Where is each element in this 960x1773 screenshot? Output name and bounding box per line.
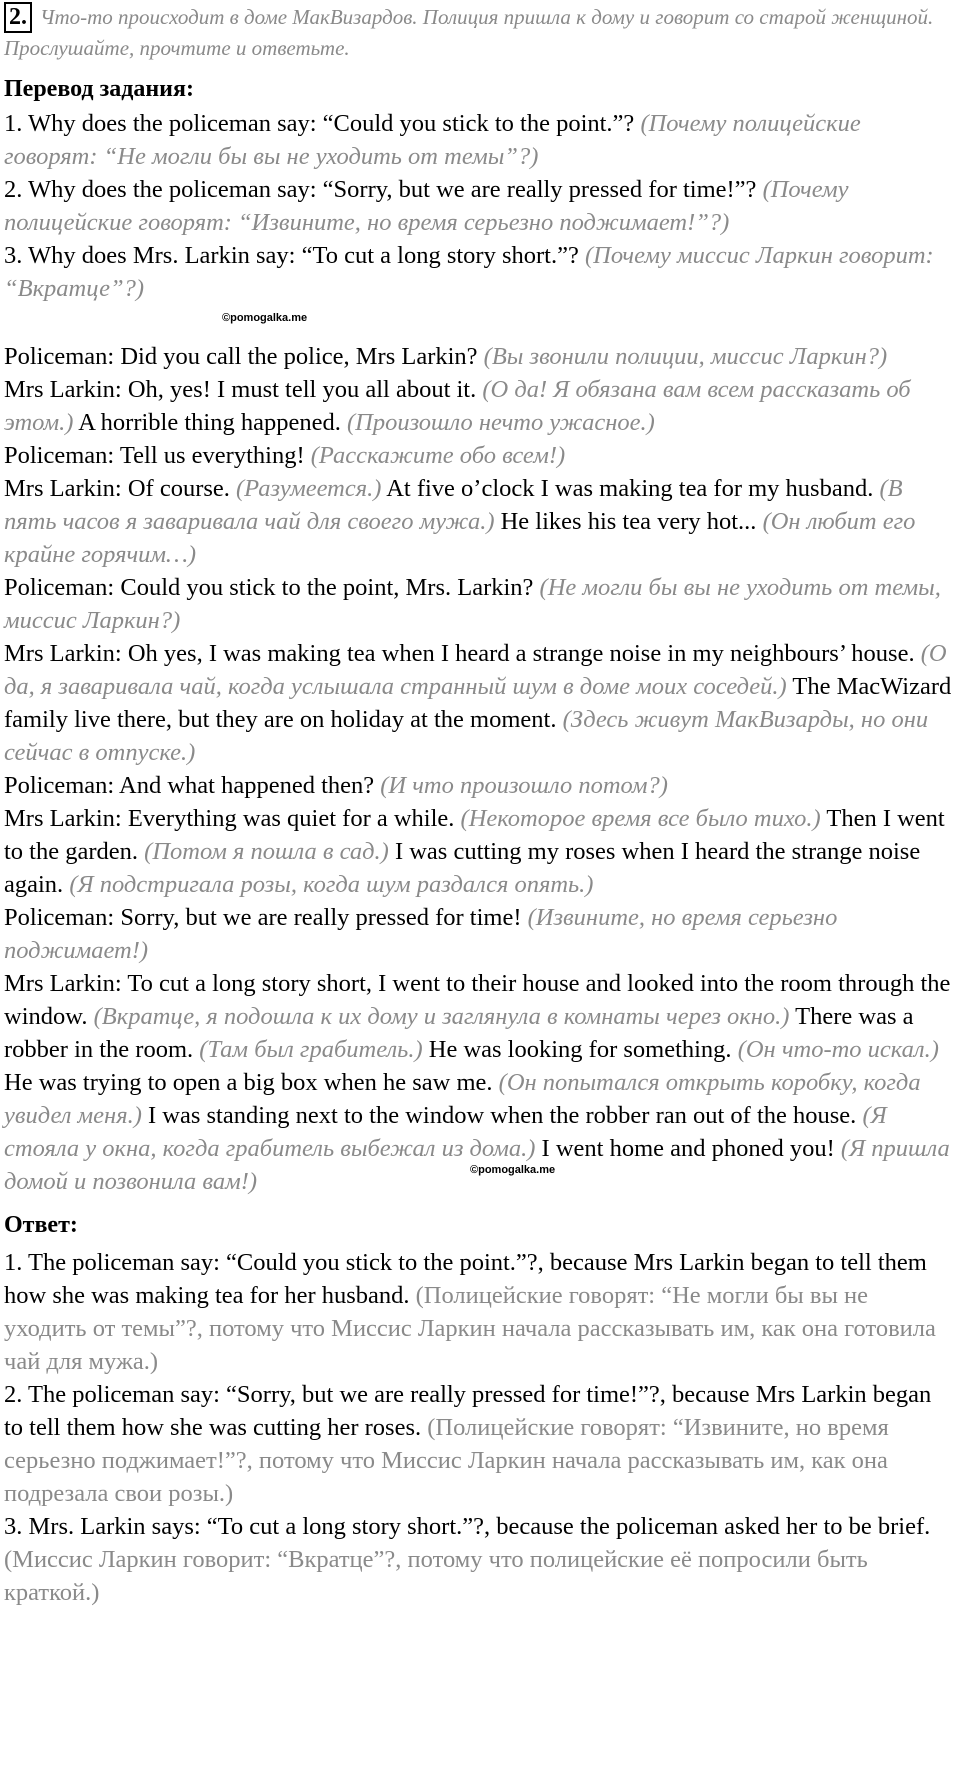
watermark: ©pomogalka.me bbox=[222, 312, 308, 324]
dialogue-english: Mrs Larkin: To cut a long story short, I went to their house and looked into the room through the window. bbox=[4, 970, 951, 1030]
dialogue-russian: (Вы звонили полиции, миссис Ларкин?) bbox=[483, 343, 888, 370]
dialogue-english: Policeman: And what happened then? bbox=[4, 772, 375, 799]
answer-english: 1. The policeman say: “Could you stick to the point.”?, because Mrs Larkin began to tell them how she was making tea for her husband. bbox=[4, 1249, 927, 1309]
dialogue-russian: (И что произошло потом?) bbox=[380, 772, 668, 799]
task-number: 2. bbox=[4, 2, 32, 33]
dialogue-russian: (Вкратце, я подошла к их дому и заглянула в комнаты через окно.) bbox=[93, 1003, 790, 1030]
answer-english: 2. The policeman say: “Sorry, but we are really pressed for time!”?, because Mrs Larkin began to tell them how she was cutting her roses. bbox=[4, 1381, 932, 1441]
answers-list bbox=[4, 1246, 956, 1609]
dialogue-russian: (Здесь живут МакВизарды, но они сейчас в отпуске.) bbox=[4, 706, 929, 766]
dialogue-russian: (Он попытался открыть коробку, когда увидел меня.) bbox=[4, 1069, 921, 1129]
watermark: ©pomogalka.me bbox=[470, 1164, 556, 1176]
task-header bbox=[4, 2, 954, 63]
dialogue-russian: (Извините, но время серьезно поджимает!) bbox=[4, 904, 838, 964]
dialogue-line bbox=[4, 340, 956, 373]
dialogue-line bbox=[4, 637, 956, 769]
task-instruction: Что-то происходит в доме МакВизардов. Полиция пришла к дому и говорит со старой женщиной. Прослушайте, прочтите и ответьте. bbox=[4, 5, 934, 60]
questions-list bbox=[4, 107, 956, 305]
dialogue-english: Mrs Larkin: Oh, yes! I must tell you all about it. bbox=[4, 376, 477, 403]
answer-russian: (Полицейские говорят: “Не могли бы вы не уходить от темы”?, потому что Миссис Ларкин начала рассказывать им, как она готовила чай для мужа.) bbox=[4, 1282, 936, 1375]
dialogue-english: Policeman: Tell us everything! bbox=[4, 442, 305, 469]
dialogue-english: I was standing next to the window when the robber ran out of the house. bbox=[148, 1102, 857, 1129]
dialogue-english: Mrs Larkin: Of course. bbox=[4, 475, 230, 502]
dialogue-russian: (Он любит его крайне горячим…) bbox=[4, 508, 916, 568]
dialogue-english: Policeman: Sorry, but we are really pressed for time! bbox=[4, 904, 522, 931]
dialogue-russian: (Некоторое время все было тихо.) bbox=[460, 805, 821, 832]
dialogue bbox=[4, 340, 956, 1198]
dialogue-russian: (Потом я пошла в сад.) bbox=[144, 838, 389, 865]
dialogue-russian: (В пять часов я заваривала чай для своего мужа.) bbox=[4, 475, 903, 535]
dialogue-english: There was a robber in the room. bbox=[4, 1003, 914, 1063]
dialogue-english: He was trying to open a big box when he saw me. bbox=[4, 1069, 493, 1096]
question-item bbox=[4, 107, 956, 173]
dialogue-russian: (Произошло нечто ужасное.) bbox=[346, 409, 655, 436]
question-item bbox=[4, 173, 956, 239]
dialogue-english: I was cutting my roses when I heard the strange noise again. bbox=[4, 838, 921, 898]
translation-heading: Перевод задания: bbox=[4, 76, 194, 102]
answer-item bbox=[4, 1378, 956, 1510]
answer-russian: (Миссис Ларкин говорит: “Вкратце”?, потому что полицейские её попросили быть краткой.) bbox=[4, 1546, 868, 1606]
answer-item bbox=[4, 1510, 956, 1609]
question-russian: (Почему полицейские говорят: “Извините, но время серьезно поджимает!”?) bbox=[4, 176, 849, 236]
question-english: 3. Why does Mrs. Larkin say: “To cut a long story short.”? bbox=[4, 242, 579, 269]
dialogue-russian: (Я стояла у окна, когда грабитель выбежал из дома.) bbox=[4, 1102, 887, 1162]
answer-english: 3. Mrs. Larkin says: “To cut a long story short.”?, because the policeman asked her to be brief. bbox=[4, 1513, 931, 1540]
dialogue-russian: (Он что-то искал.) bbox=[737, 1036, 939, 1063]
dialogue-russian: (Там был грабитель.) bbox=[199, 1036, 423, 1063]
dialogue-english: I went home and phoned you! bbox=[541, 1135, 835, 1162]
answer-russian: (Полицейские говорят: “Извините, но время серьезно поджимает!”?, потому что Миссис Ларкин начала рассказывать им, как она подрезала свои розы.) bbox=[4, 1414, 889, 1507]
question-english: 2. Why does the policeman say: “Sorry, but we are really pressed for time!”? bbox=[4, 176, 757, 203]
dialogue-english: Policeman: Could you stick to the point, Mrs. Larkin? bbox=[4, 574, 534, 601]
dialogue-russian: (Разумеется.) bbox=[236, 475, 382, 502]
dialogue-line bbox=[4, 769, 956, 802]
question-item bbox=[4, 239, 956, 305]
dialogue-line bbox=[4, 439, 956, 472]
dialogue-english: Then I went to the garden. bbox=[4, 805, 945, 865]
dialogue-english: At five o’clock I was making tea for my husband. bbox=[386, 475, 874, 502]
answer-item bbox=[4, 1246, 956, 1378]
question-english: 1. Why does the policeman say: “Could you stick to the point.”? bbox=[4, 110, 635, 137]
dialogue-russian: (Расскажите обо всем!) bbox=[310, 442, 566, 469]
dialogue-russian: (О да, я заваривала чай, когда услышала странный шум в доме моих соседей.) bbox=[4, 640, 947, 700]
dialogue-line bbox=[4, 472, 956, 571]
dialogue-line bbox=[4, 571, 956, 637]
dialogue-english: Mrs Larkin: Everything was quiet for a while. bbox=[4, 805, 455, 832]
question-russian: (Почему миссис Ларкин говорит: “Вкратце”?) bbox=[4, 242, 934, 302]
dialogue-line bbox=[4, 901, 956, 967]
dialogue-english: A horrible thing happened. bbox=[78, 409, 341, 436]
dialogue-english: Policeman: Did you call the police, Mrs Larkin? bbox=[4, 343, 478, 370]
answer-heading: Ответ: bbox=[4, 1212, 78, 1238]
dialogue-russian: (Я подстригала розы, когда шум раздался опять.) bbox=[69, 871, 594, 898]
question-russian: (Почему полицейские говорят: “Не могли бы вы не уходить от темы”?) bbox=[4, 110, 861, 170]
dialogue-russian: (О да! Я обязана вам всем рассказать об этом.) bbox=[4, 376, 911, 436]
dialogue-english: He was looking for something. bbox=[428, 1036, 732, 1063]
dialogue-russian: (Я пришла домой и позвонила вам!) bbox=[4, 1135, 950, 1195]
dialogue-line bbox=[4, 802, 956, 901]
dialogue-english: The MacWizard family live there, but they are on holiday at the moment. bbox=[4, 673, 952, 733]
dialogue-line bbox=[4, 373, 956, 439]
dialogue-russian: (Не могли бы вы не уходить от темы, миссис Ларкин?) bbox=[4, 574, 941, 634]
dialogue-english: Mrs Larkin: Oh yes, I was making tea when I heard a strange noise in my neighbours’ house. bbox=[4, 640, 915, 667]
dialogue-english: He likes his tea very hot... bbox=[500, 508, 757, 535]
